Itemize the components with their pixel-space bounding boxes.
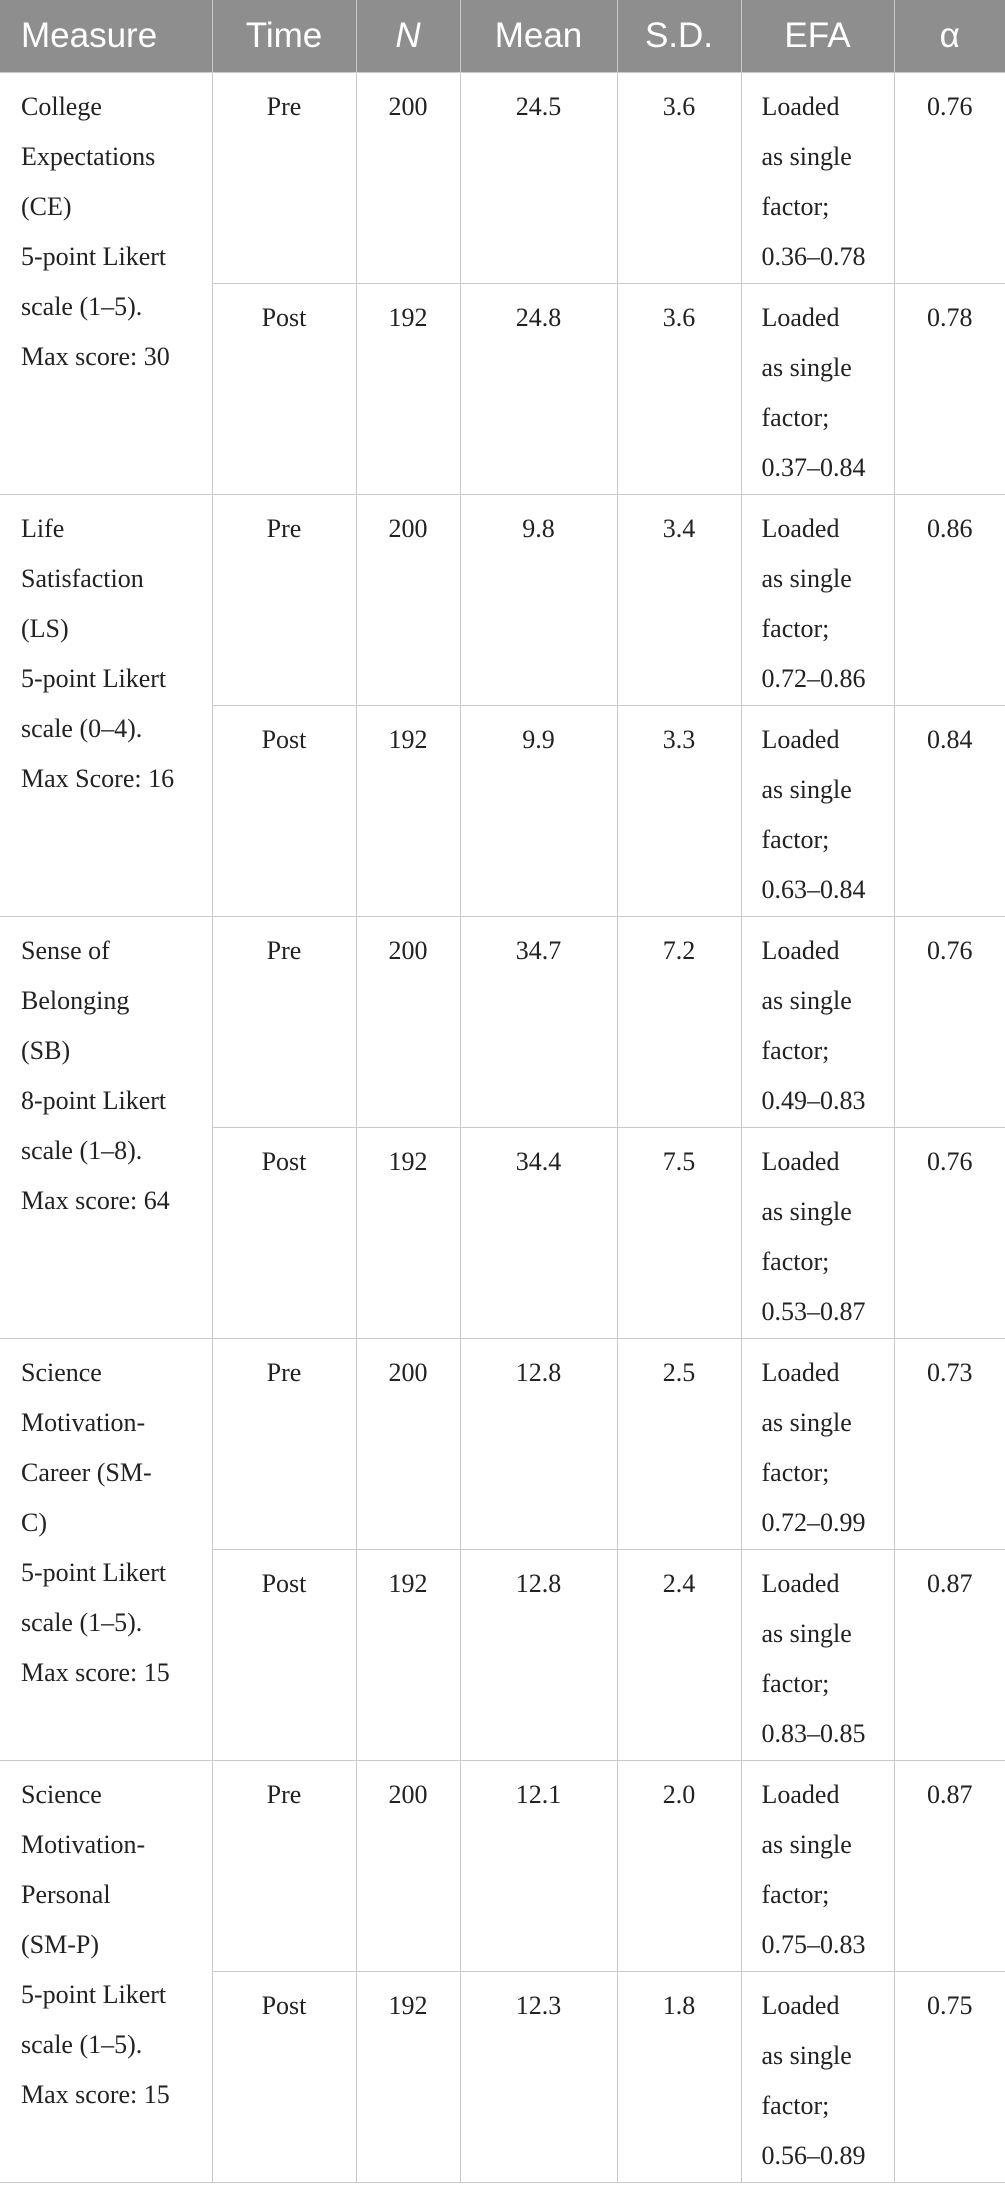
efa-line: Loaded — [761, 1147, 840, 1176]
time-cell: Post — [212, 1972, 356, 2183]
header-n: N — [356, 0, 460, 73]
efa-line: as single — [761, 1830, 852, 1859]
mean-cell: 24.5 — [460, 73, 617, 284]
measure-line: scale (1–8). — [21, 1136, 143, 1165]
efa-line: 0.37–0.84 — [761, 453, 866, 482]
efa-cell — [741, 1339, 894, 1550]
table-row — [0, 495, 1005, 706]
sd-cell: 2.4 — [617, 1550, 741, 1761]
mean-cell: 12.8 — [460, 1550, 617, 1761]
measure-line: College — [21, 92, 102, 121]
sd-cell: 2.0 — [617, 1761, 741, 1972]
sd-cell: 7.2 — [617, 917, 741, 1128]
measure-line: Max score: 15 — [21, 1658, 170, 1687]
mean-cell: 12.3 — [460, 1972, 617, 2183]
header-mean: Mean — [460, 0, 617, 73]
measure-cell — [0, 917, 212, 1339]
measure-line: Belonging — [21, 986, 130, 1015]
efa-line: factor; — [761, 825, 830, 854]
efa-line: Loaded — [761, 1780, 840, 1809]
measure-line: Max score: 30 — [21, 342, 170, 371]
efa-line: 0.53–0.87 — [761, 1297, 866, 1326]
time-cell: Pre — [212, 1339, 356, 1550]
sd-cell: 3.6 — [617, 284, 741, 495]
mean-cell: 12.1 — [460, 1761, 617, 1972]
measure-line: Science — [21, 1358, 102, 1387]
table-row — [0, 1339, 1005, 1550]
efa-line: Loaded — [761, 725, 840, 754]
measure-cell — [0, 1339, 212, 1761]
sd-cell: 2.5 — [617, 1339, 741, 1550]
mean-cell: 34.4 — [460, 1128, 617, 1339]
efa-line: factor; — [761, 1669, 830, 1698]
table-row — [0, 917, 1005, 1128]
time-cell: Post — [212, 284, 356, 495]
efa-line: factor; — [761, 614, 830, 643]
alpha-cell: 0.75 — [894, 1972, 1005, 2183]
measure-line: scale (1–5). — [21, 2030, 143, 2059]
alpha-cell: 0.76 — [894, 1128, 1005, 1339]
efa-cell — [741, 917, 894, 1128]
measure-line: 5-point Likert — [21, 1980, 167, 2009]
efa-line: as single — [761, 353, 852, 382]
table-row — [0, 1761, 1005, 1972]
n-cell: 200 — [356, 1339, 460, 1550]
alpha-cell: 0.78 — [894, 284, 1005, 495]
measure-line: scale (0–4). — [21, 714, 143, 743]
efa-line: 0.56–0.89 — [761, 2141, 866, 2170]
efa-line: Loaded — [761, 1991, 840, 2020]
efa-line: Loaded — [761, 303, 840, 332]
efa-line: factor; — [761, 2091, 830, 2120]
header-time: Time — [212, 0, 356, 73]
measure-cell — [0, 1761, 212, 2183]
header-measure: Measure — [0, 0, 212, 73]
efa-line: Loaded — [761, 92, 840, 121]
measure-line: Max score: 64 — [21, 1186, 170, 1215]
measure-line: Expectations — [21, 142, 156, 171]
measure-line: scale (1–5). — [21, 1608, 143, 1637]
n-cell: 192 — [356, 1972, 460, 2183]
measure-line: 5-point Likert — [21, 1558, 167, 1587]
efa-line: Loaded — [761, 514, 840, 543]
measure-line: scale (1–5). — [21, 292, 143, 321]
table-body — [0, 73, 1005, 2183]
alpha-cell: 0.84 — [894, 706, 1005, 917]
efa-line: as single — [761, 1197, 852, 1226]
alpha-cell: 0.76 — [894, 73, 1005, 284]
time-cell: Pre — [212, 495, 356, 706]
alpha-cell: 0.87 — [894, 1761, 1005, 1972]
efa-line: Loaded — [761, 1569, 840, 1598]
efa-line: factor; — [761, 1458, 830, 1487]
sd-cell: 3.6 — [617, 73, 741, 284]
efa-line: as single — [761, 1619, 852, 1648]
measure-line: (SM-P) — [21, 1930, 100, 1959]
measure-line: Motivation- — [21, 1830, 146, 1859]
sd-cell: 3.3 — [617, 706, 741, 917]
measure-line: (LS) — [21, 614, 69, 643]
efa-line: Loaded — [761, 936, 840, 965]
header-sd: S.D. — [617, 0, 741, 73]
n-cell: 200 — [356, 1761, 460, 1972]
efa-cell — [741, 73, 894, 284]
efa-line: factor; — [761, 1036, 830, 1065]
table-header — [0, 0, 1005, 73]
efa-line: 0.72–0.86 — [761, 664, 866, 693]
measure-cell — [0, 495, 212, 917]
measure-line: Sense of — [21, 936, 110, 965]
efa-cell — [741, 1761, 894, 1972]
mean-cell: 9.9 — [460, 706, 617, 917]
efa-line: 0.36–0.78 — [761, 242, 866, 271]
time-cell: Pre — [212, 1761, 356, 1972]
efa-cell — [741, 1972, 894, 2183]
efa-line: 0.75–0.83 — [761, 1930, 866, 1959]
n-cell: 200 — [356, 73, 460, 284]
time-cell: Post — [212, 1550, 356, 1761]
efa-line: as single — [761, 775, 852, 804]
header-row — [0, 0, 1005, 73]
alpha-cell: 0.76 — [894, 917, 1005, 1128]
n-cell: 192 — [356, 1550, 460, 1761]
n-cell: 200 — [356, 917, 460, 1128]
measure-line: 5-point Likert — [21, 242, 167, 271]
efa-line: Loaded — [761, 1358, 840, 1387]
efa-line: as single — [761, 986, 852, 1015]
n-cell: 192 — [356, 1128, 460, 1339]
sd-cell: 7.5 — [617, 1128, 741, 1339]
efa-line: 0.63–0.84 — [761, 875, 866, 904]
efa-line: factor; — [761, 403, 830, 432]
measure-line: Motivation- — [21, 1408, 146, 1437]
efa-line: factor; — [761, 192, 830, 221]
sd-cell: 3.4 — [617, 495, 741, 706]
time-cell: Post — [212, 706, 356, 917]
efa-cell — [741, 284, 894, 495]
efa-line: 0.49–0.83 — [761, 1086, 866, 1115]
efa-cell — [741, 1550, 894, 1761]
measure-line: Personal — [21, 1880, 111, 1909]
header-alpha: α — [894, 0, 1005, 73]
sd-cell: 1.8 — [617, 1972, 741, 2183]
efa-line: as single — [761, 2041, 852, 2070]
measure-cell — [0, 73, 212, 495]
efa-cell — [741, 1128, 894, 1339]
measure-line: 8-point Likert — [21, 1086, 167, 1115]
n-cell: 192 — [356, 706, 460, 917]
alpha-cell: 0.87 — [894, 1550, 1005, 1761]
alpha-cell: 0.73 — [894, 1339, 1005, 1550]
efa-line: as single — [761, 142, 852, 171]
measure-line: Life — [21, 514, 65, 543]
measure-line: Science — [21, 1780, 102, 1809]
n-cell: 200 — [356, 495, 460, 706]
efa-cell — [741, 706, 894, 917]
mean-cell: 9.8 — [460, 495, 617, 706]
mean-cell: 24.8 — [460, 284, 617, 495]
time-cell: Pre — [212, 917, 356, 1128]
efa-line: as single — [761, 1408, 852, 1437]
efa-line: as single — [761, 564, 852, 593]
measure-line: (SB) — [21, 1036, 71, 1065]
efa-line: factor; — [761, 1880, 830, 1909]
measure-line: 5-point Likert — [21, 664, 167, 693]
efa-cell — [741, 495, 894, 706]
measure-line: Max score: 15 — [21, 2080, 170, 2109]
efa-line: 0.72–0.99 — [761, 1508, 866, 1537]
n-cell: 192 — [356, 284, 460, 495]
efa-line: 0.83–0.85 — [761, 1719, 866, 1748]
mean-cell: 34.7 — [460, 917, 617, 1128]
time-cell: Post — [212, 1128, 356, 1339]
header-efa: EFA — [741, 0, 894, 73]
measure-line: Career (SM- — [21, 1458, 152, 1487]
measure-line: Satisfaction — [21, 564, 144, 593]
measure-line: Max Score: 16 — [21, 764, 175, 793]
efa-line: factor; — [761, 1247, 830, 1276]
time-cell: Pre — [212, 73, 356, 284]
measure-line: (CE) — [21, 192, 72, 221]
measure-line: C) — [21, 1508, 47, 1537]
table-row — [0, 73, 1005, 284]
mean-cell: 12.8 — [460, 1339, 617, 1550]
alpha-cell: 0.86 — [894, 495, 1005, 706]
